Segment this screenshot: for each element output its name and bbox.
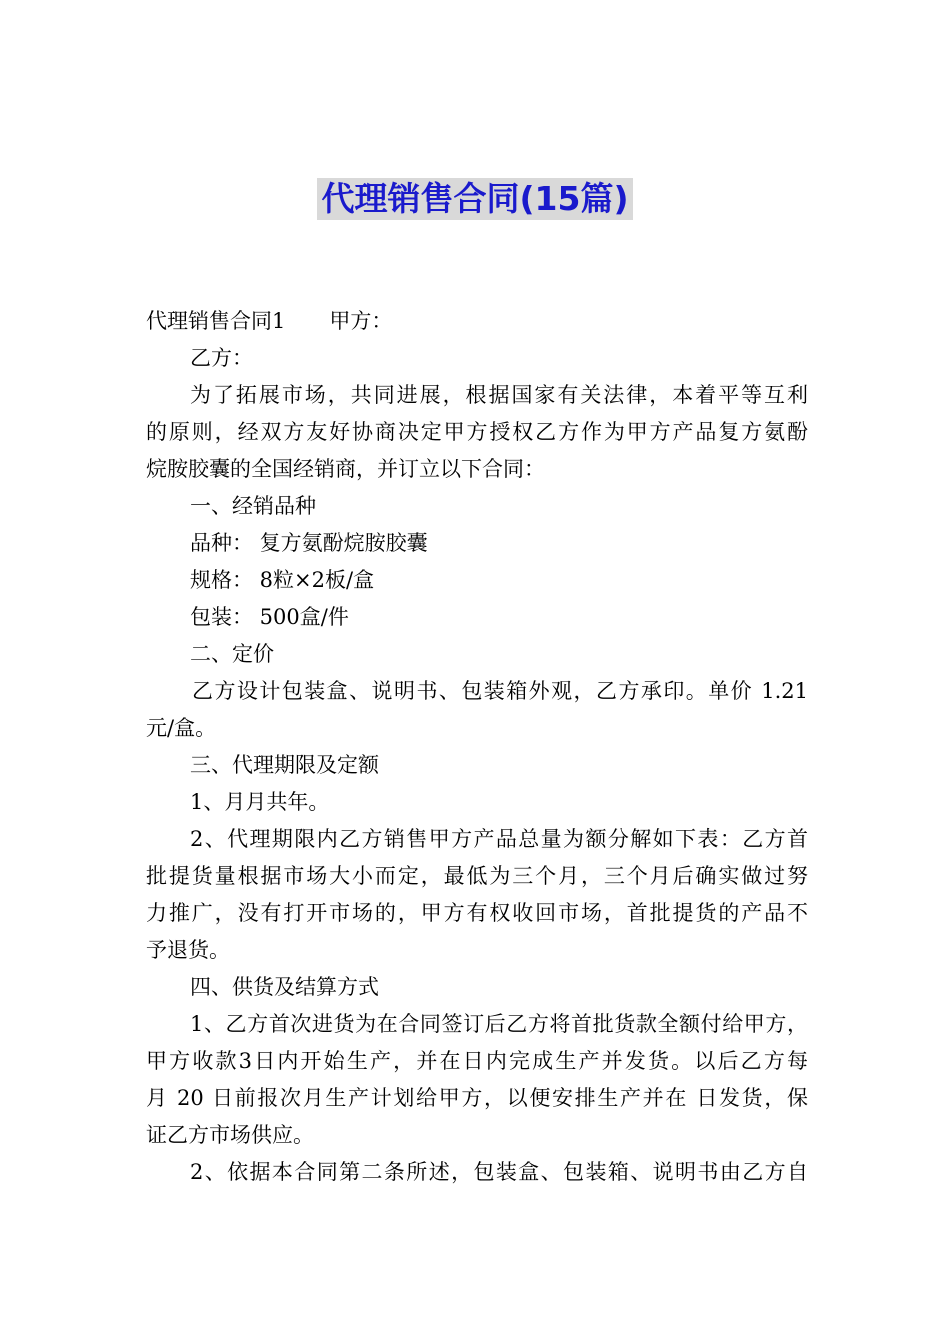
paragraph-line: 元/盒。	[146, 716, 217, 740]
paragraph-line: 批提货量根据市场大小而定，最低为三个月，三个月后确实做过努	[146, 864, 808, 888]
product-variety: 品种： 复方氨酚烷胺胶囊	[190, 531, 428, 555]
paragraph-line: 为了拓展市场，共同进展，根据国家有关法律，本着平等互利	[190, 383, 808, 407]
section-heading: 四、供货及结算方式	[190, 975, 379, 999]
paragraph-line: 的原则，经双方友好协商决定甲方授权乙方作为甲方产品复方氨酚	[146, 420, 808, 444]
paragraph-line: 乙方设计包装盒、说明书、包装箱外观，乙方承印。单价 1.21	[192, 679, 808, 703]
document-body	[146, 303, 808, 1191]
paragraph-line: 1、月月共年。	[190, 790, 330, 814]
product-packing: 包装： 500盒/件	[190, 605, 349, 629]
party-b-label: 乙方：	[190, 346, 253, 370]
document-title: 代理销售合同(15篇)	[317, 178, 632, 220]
contract-heading-line	[146, 303, 808, 340]
paragraph-line: 予退货。	[146, 938, 230, 962]
title-container	[0, 178, 950, 220]
contract-number: 代理销售合同1	[146, 309, 286, 333]
section-heading: 一、经销品种	[190, 494, 316, 518]
paragraph-line: 证乙方市场供应。	[146, 1123, 314, 1147]
party-a-label: 甲方：	[329, 309, 393, 333]
paragraph-line: 力推广，没有打开市场的，甲方有权收回市场，首批提货的产品不	[146, 901, 808, 925]
paragraph-line: 1、乙方首次进货为在合同签订后乙方将首批货款全额付给甲方，	[190, 1012, 808, 1036]
section-heading: 二、定价	[190, 642, 274, 666]
section-heading: 三、代理期限及定额	[190, 753, 379, 777]
product-spec: 规格： 8粒×2板/盒	[190, 568, 375, 592]
paragraph-line: 烷胺胶囊的全国经销商，并订立以下合同：	[146, 457, 545, 481]
paragraph-line: 2、依据本合同第二条所述，包装盒、包装箱、说明书由乙方自	[190, 1160, 808, 1184]
paragraph-line: 甲方收款3日内开始生产，并在日内完成生产并发货。以后乙方每	[146, 1049, 808, 1073]
paragraph-line: 2、代理期限内乙方销售甲方产品总量为额分解如下表：乙方首	[190, 827, 808, 851]
paragraph-line: 月 20 日前报次月生产计划给甲方，以便安排生产并在 日发货，保	[146, 1086, 808, 1110]
